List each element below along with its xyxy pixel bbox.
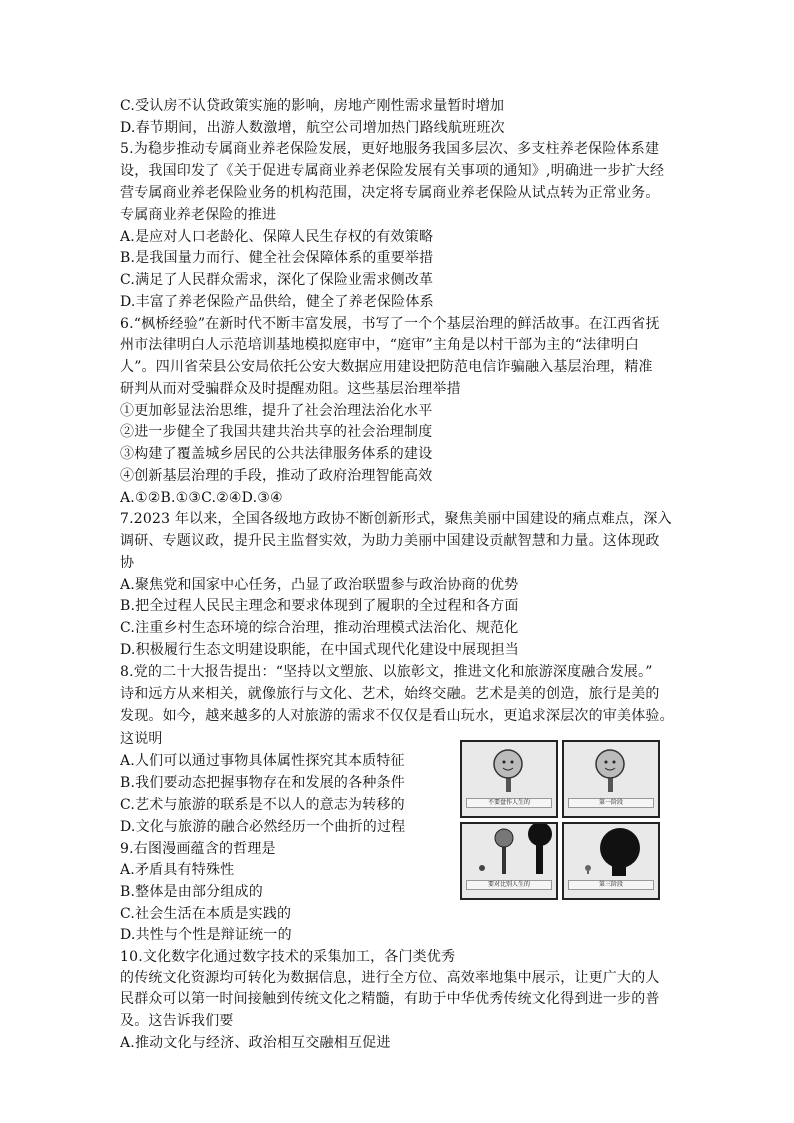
text-line: C.满足了人民群众需求，深化了保险业需求侧改革: [120, 272, 434, 288]
text-line: D.春节期间，出游人数激增，航空公司增加热门路线航班班次: [120, 120, 505, 136]
comic-label-2: 第一阶段: [568, 798, 654, 808]
text-line: B.把全过程人民民主理念和要求体现到了履职的全过程和各方面: [120, 598, 519, 614]
text-line: 及。这告诉我们要: [120, 1013, 234, 1029]
text-line: B.是我国量力而行、健全社会保障体系的重要举措: [120, 250, 434, 266]
comic-label-1: 不要盘作人生的: [466, 798, 552, 808]
text-line: ①更加彰显法治思维，提升了社会治理法治化水平: [120, 403, 433, 419]
text-line: C.受认房不认贷政策实施的影响，房地产刚性需求量暂时增加: [120, 98, 505, 114]
text-line: B.我们要动态把握事物存在和发展的各种条件: [120, 775, 405, 791]
text-line: ②进一步健全了我国共建共治共享的社会治理制度: [120, 424, 433, 440]
text-line: C.艺术与旅游的联系是不以人的意志为转移的: [120, 797, 405, 813]
text-line: 6.“枫桥经验”在新时代不断丰富发展，书写了一个个基层治理的鲜活故事。在江西省抚: [120, 316, 660, 332]
comic-panel-1: [460, 740, 558, 818]
text-line: 州市法律明白人示范培训基地模拟庭审中，“庭审”主角是以村干部为主的“法律明白: [120, 337, 640, 353]
text-line: A.推动文化与经济、政治相互交融相互促进: [120, 1035, 391, 1051]
text-line: 这说明: [120, 731, 163, 747]
text-line: D.积极履行生态文明建设职能，在中国式现代化建设中展现担当: [120, 642, 519, 658]
text-line: D.文化与旅游的融合必然经历一个曲折的过程: [120, 819, 406, 835]
comic-label-4: 第三阶段: [568, 880, 654, 890]
text-line: 人”。四川省荣县公安局依托公安大数据应用建设把防范电信诈骗融入基层治理，精准: [120, 359, 653, 375]
comic-panel-3: [460, 822, 558, 900]
text-line: D.丰富了养老保险产品供给，健全了养老保险体系: [120, 294, 434, 310]
text-line: 9.右图漫画蕴含的哲理是: [120, 841, 276, 857]
text-line: 10.文化数字化通过数字技术的采集加工，各门类优秀: [120, 949, 456, 965]
text-line: D.共性与个性是辩证统一的: [120, 927, 292, 943]
text-line: 诗和远方从来相关，就像旅行与文化、艺术，始终交融。艺术是美的创造，旅行是美的: [120, 686, 660, 702]
text-line: 调研、专题议政，提升民主监督实效，为助力美丽中国建设贡献智慧和力量。这体现政: [120, 533, 660, 549]
text-line: 设，我国印发了《关于促进专属商业养老保险发展有关事项的通知》,明确进一步扩大经: [120, 163, 665, 179]
text-line: A.矛盾具有特殊性: [120, 862, 235, 878]
text-line: 8.党的二十大报告提出：“坚持以文塑旅、以旅彰文，推进文化和旅游深度融合发展。”: [120, 664, 653, 680]
text-line: A.①②B.①③C.②④D.③④: [120, 490, 283, 506]
text-line: 发现。如今，越来越多的人对旅游的需求不仅仅是看山玩水，更追求深层次的审美体验。: [120, 708, 674, 724]
text-line: 专属商业养老保险的推进: [120, 207, 277, 223]
comic-illustration: [460, 740, 660, 900]
text-line: C.社会生活在本质是实践的: [120, 906, 292, 922]
comic-label-3: 要对比别人生的: [466, 880, 552, 890]
text-line: 研判从而对受骗群众及时提醒劝阻。这些基层治理举措: [120, 381, 461, 397]
text-line: 协: [120, 555, 135, 571]
text-line: 5.为稳步推动专属商业养老保险发展，更好地服务我国多层次、多支柱养老保险体系建: [120, 141, 660, 157]
text-line: C.注重乡村生态环境的综合治理，推动治理模式法治化、规范化: [120, 620, 519, 636]
comic-panel-2: [562, 740, 660, 818]
text-line: A.聚焦党和国家中心任务，凸显了政治联盟参与政治协商的优势: [120, 577, 519, 593]
comic-panel-4: [562, 822, 660, 900]
text-line: 民群众可以第一时间接触到传统文化之精髓，有助于中华优秀传统文化得到进一步的普: [120, 991, 660, 1007]
text-line: ③构建了覆盖城乡居民的公共法律服务体系的建设: [120, 446, 433, 462]
text-line: ④创新基层治理的手段，推动了政府治理智能高效: [120, 468, 433, 484]
text-line: A.人们可以通过事物具体属性探究其本质特征: [120, 753, 405, 769]
text-line: B.整体是由部分组成的: [120, 884, 263, 900]
text-line: 的传统文化资源均可转化为数据信息，进行全方位、高效率地集中展示，让更广大的人: [120, 970, 660, 986]
text-line: 营专属商业养老保险业务的机构范围，决定将专属商业养老保险从试点转为正常业务。: [120, 185, 660, 201]
text-line: 7.2023 年以来，全国各级地方政协不断创新形式，聚焦美丽中国建设的痛点难点，深入: [120, 511, 672, 527]
text-line: A.是应对人口老龄化、保障人民生存权的有效策略: [120, 229, 434, 245]
